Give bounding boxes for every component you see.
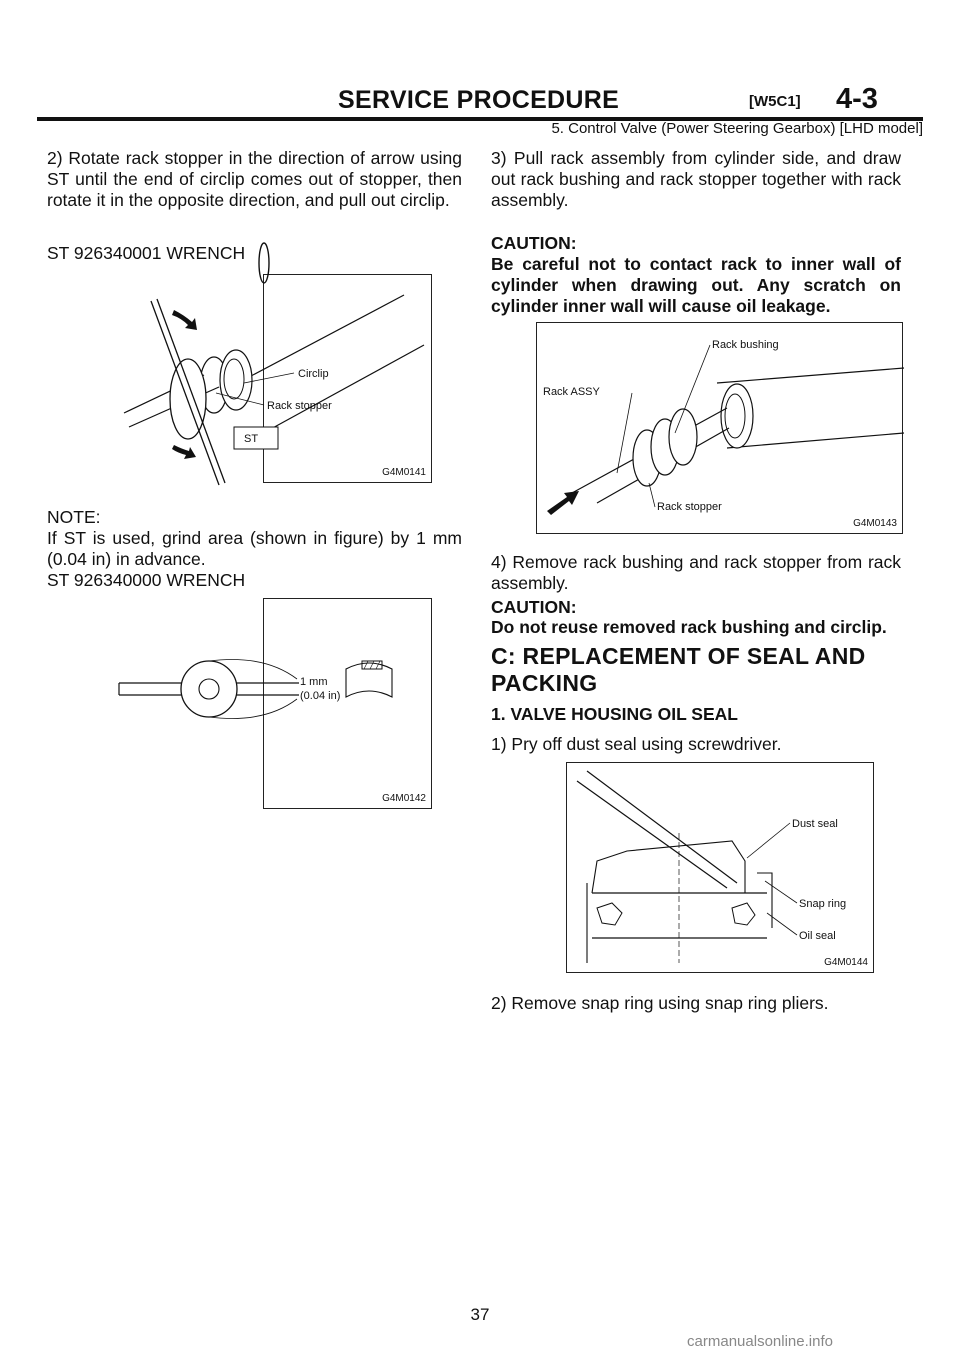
snap-ring-label: Snap ring	[799, 898, 847, 910]
caution-1-heading: CAUTION:	[491, 233, 577, 253]
step-snap-text: 2) Remove snap ring using snap ring pliers.	[491, 993, 829, 1013]
figure-id: G4M0144	[824, 957, 868, 968]
section-subtitle: 5. Control Valve (Power Steering Gearbox) [LHD model]	[551, 120, 923, 137]
wrench-grind-illustration	[264, 599, 433, 810]
section-number: 4-3	[836, 83, 878, 115]
step-pry-text: 1) Pry off dust seal using screwdriver.	[491, 734, 782, 754]
rack-assy-label: Rack ASSY	[543, 386, 600, 398]
subsection-1-heading: 1. VALVE HOUSING OIL SEAL	[491, 704, 738, 724]
note-text: If ST is used, grind area (shown in figure) by 1 mm (0.04 in) in advance.	[47, 528, 462, 569]
circlip-label: Circlip	[298, 368, 329, 380]
figure-id: G4M0143	[853, 518, 897, 529]
special-tool-2: ST 926340000 WRENCH	[47, 570, 246, 590]
caution-1-text: Be careful not to contact rack to inner wall of cylinder when drawing out. Any scratch on cylinder inner wall will cause oil leakage.	[491, 254, 901, 316]
figure-id: G4M0141	[382, 467, 426, 478]
inch-label: (0.04 in)	[300, 690, 341, 702]
page-number: 37	[470, 1305, 490, 1324]
special-tool-1: ST 926340001 WRENCH	[47, 243, 246, 263]
note-heading: NOTE:	[47, 507, 101, 527]
watermark: carmanualsonline.info	[687, 1333, 833, 1350]
mm-label: 1 mm	[300, 676, 328, 688]
figure-g4m0144	[566, 762, 874, 973]
caution-2-text: Do not reuse removed rack bushing and circlip.	[491, 617, 887, 637]
section-code: [W5C1]	[749, 93, 801, 110]
figure-g4m0143	[536, 322, 903, 534]
oil-seal-label: Oil seal	[799, 930, 836, 942]
section-c-heading: C: REPLACEMENT OF SEAL AND PACKING	[491, 643, 866, 696]
step-2-text: 2) Rotate rack stopper in the direction of arrow using ST until the end of circlip comes out of stopper, then rotate it in the opposite direction, and pull out circlip.	[47, 148, 462, 210]
rack-stopper-label: Rack stopper	[267, 400, 332, 412]
dust-seal-illustration	[567, 763, 875, 974]
rack-stopper-wrench-illustration	[244, 275, 433, 484]
rack-stopper-label: Rack stopper	[657, 501, 722, 513]
figure-g4m0142	[263, 598, 432, 809]
step-3-text: 3) Pull rack assembly from cylinder side, and draw out rack bushing and rack stopper together with rack assembly.	[491, 148, 901, 210]
dust-seal-label: Dust seal	[792, 818, 838, 830]
rack-bushing-label: Rack bushing	[712, 339, 779, 351]
step-4-text: 4) Remove rack bushing and rack stopper from rack assembly.	[491, 552, 901, 593]
section-title: SERVICE PROCEDURE	[338, 86, 620, 114]
figure-g4m0141	[244, 274, 432, 483]
rack-assembly-illustration	[537, 323, 904, 535]
figure-id: G4M0142	[382, 793, 426, 804]
st-label: ST	[244, 433, 259, 445]
caution-2-heading: CAUTION:	[491, 597, 577, 617]
